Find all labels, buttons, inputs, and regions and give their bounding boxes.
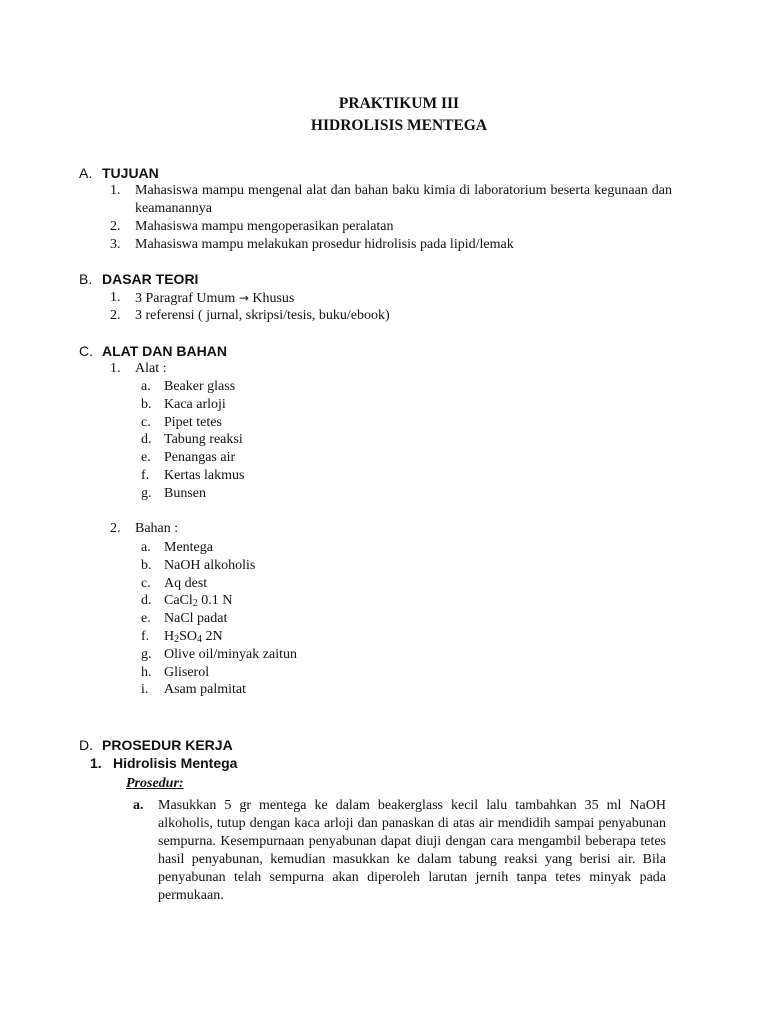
section-b-heading	[79, 270, 198, 288]
list-text: Alat :	[135, 361, 167, 376]
list-number: 1.	[110, 361, 121, 376]
list-number: 3.	[110, 237, 121, 252]
list-number: 1.	[110, 290, 121, 305]
alat-heading	[110, 360, 672, 378]
section-title: TUJUAN	[102, 165, 159, 181]
list-number: 2.	[110, 308, 121, 323]
list-item	[110, 289, 672, 307]
document-page: PRAKTIKUM III HIDROLISIS MENTEGA A. TUJUAN 1. Mahasiswa mampu mengenal alat dan bahan baku kimia di laboratorium beserta kegunaan dan keamanannya 2. Mahasiswa mampu mengoperasikan peralatan 3. Mahasiswa mampu melakukan prosedur hidrolisis pada lipid/lemak B. DASAR TEORI 1. 3 Paragraf Umum → Khusus 2. 3 referensi ( jurnal, skripsi/tesis, buku/ebook) C. ALAT DAN BAHAN 1. Alat : a. Beaker glass b. Kaca arloji c. Pipet tetes d. Tabung reaksi e. Penangas air f. Kertas lakmus g. Bunsen 2. Bahan : a. Mentega b. NaOH alkoholis c. Aq dest d. CaCl$_2$ 0.1 N e. NaCl padat f. $H_2SO_4$ 2N g. Olive oil/minyak zaitun h. Gliserol i. Asam palmitat D. PROSEDUR KERJA 1. Hidrolisis Mentega Prosedur: a. Masukkan 5 gr mentega ke dalam beakerglass kecil lalu tambahkan 35 ml NaOH alkoholis, tutup dengan kaca arloji dan panaskan di atas air mendidih sampai penyabunan sempurna. Kesempurnaan penyabunan dapat diuji dengan cara mengambil beberapa tetes hasil penyabunan, kemudian masukkan ke dalam tabung reaksi yang berisi air. Bila penyabunan telah sempurna akan diperoleh larutan jernih tanpa tetes minyak pada permukaan.	[0, 0, 768, 1024]
dasar-teori-list	[110, 289, 672, 325]
section-title: PROSEDUR KERJA	[102, 737, 233, 753]
section-c-heading	[79, 342, 227, 360]
list-item	[110, 218, 672, 236]
list-item	[110, 307, 672, 325]
list-number: 1.	[110, 183, 121, 198]
list-text: 3 Paragraf Umum → Khusus	[135, 291, 295, 306]
section-title: ALAT DAN BAHAN	[102, 343, 227, 359]
tujuan-list	[110, 182, 672, 254]
section-letter: D.	[79, 737, 93, 753]
section-letter: A.	[79, 165, 93, 181]
list-item	[110, 182, 672, 218]
subsection-title: Hidrolisis Mentega	[113, 755, 238, 771]
list-text: 3 referensi ( jurnal, skripsi/tesis, buku/ebook)	[135, 308, 390, 323]
section-a-heading	[79, 164, 159, 182]
bahan-heading	[110, 520, 672, 538]
subsection-number: 1.	[90, 755, 102, 771]
list-text: Mahasiswa mampu mengoperasikan peralatan	[135, 219, 394, 234]
document-title-line2: HIDROLISIS MENTEGA	[310, 117, 488, 134]
step-text: Masukkan 5 gr mentega ke dalam beakerglass kecil lalu tambahkan 35 ml NaOH alkoholis, tutup dengan kaca arloji dan panaskan di atas air mendidih sampai penyabunan sempurna. Kesempurnaan penyabunan dapat diuji dengan cara mengambil beberapa tetes hasil penyabunan, kemudian masukkan ke dalam tabung reaksi yang berisi air. Bila penyabunan telah sempurna akan diperoleh larutan jernih tanpa tetes minyak pada permukaan.	[158, 798, 666, 903]
section-d-heading	[79, 736, 233, 754]
step-letter: a.	[133, 798, 144, 813]
list-text: Bahan :	[135, 521, 179, 536]
section-letter: B.	[79, 271, 93, 287]
section-letter: C.	[79, 343, 93, 359]
list-item	[110, 236, 672, 254]
arrow-right-icon: →	[238, 291, 249, 305]
section-title: DASAR TEORI	[102, 271, 199, 287]
document-title-line1: PRAKTIKUM III	[338, 95, 460, 112]
list-text: Mahasiswa mampu melakukan prosedur hidrolisis pada lipid/lemak	[135, 237, 514, 252]
list-number: 2.	[110, 219, 121, 234]
list-number: 2.	[110, 521, 121, 536]
list-text: Mahasiswa mampu mengenal alat dan bahan baku kimia di laboratorium beserta kegunaan dan keamanannya	[135, 183, 672, 216]
subsection-heading	[90, 754, 237, 772]
prosedur-label: Prosedur:	[126, 776, 184, 791]
